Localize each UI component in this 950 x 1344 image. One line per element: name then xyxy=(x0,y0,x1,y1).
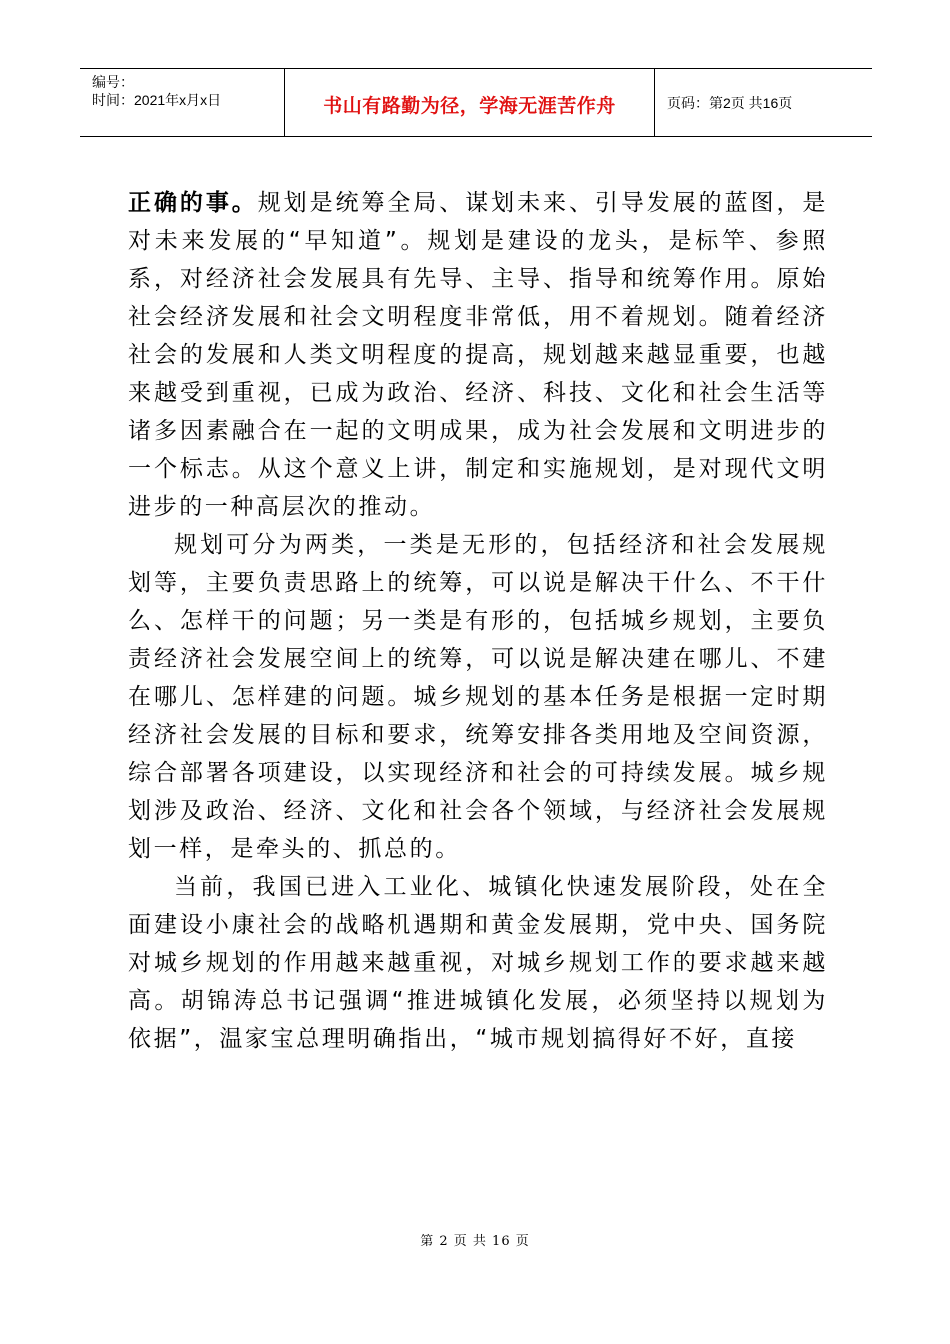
document-header xyxy=(80,68,872,137)
header-page-cell xyxy=(655,69,872,136)
paragraph-2: 规划可分为两类，一类是无形的，包括经济和社会发展规划等，主要负责思路上的统筹，可以说是解决干什么、不干什么、怎样干的问题；另一类是有形的，包括城乡规划，主要负责经济社会发展空间上的统筹，可以说是解决建在哪儿、不建在哪儿、怎样建的问题。城乡规划的基本任务是根据一定时期经济社会发展的目标和要求，统筹安排各类用地及空间资源，综合部署各项建设，以实现经济和社会的可持续发展。城乡规划涉及政治、经济、文化和社会各个领域，与经济社会发展规划一样，是牵头的、抓总的。 xyxy=(128,532,828,862)
paragraph-3: 当前，我国已进入工业化、城镇化快速发展阶段，处在全面建设小康社会的战略机遇期和黄金发展期，党中央、国务院对城乡规划的作用越来越重视，对城乡规划工作的要求越来越高。胡锦涛总书记强调“推进城镇化发展，必须坚持以规划为依据”，温家宝总理明确指出，“城市规划搞得好不好，直接 xyxy=(128,874,828,1052)
header-meta-cell xyxy=(80,69,285,136)
page-footer: 第 2 页 共 16 页 xyxy=(420,1234,530,1249)
paragraph-1-bold-lead: 正确的事。 xyxy=(128,190,258,216)
header-motto: 书山有路勤为径，学海无涯苦作舟 xyxy=(323,95,616,117)
paragraph-1 xyxy=(128,184,828,526)
header-page-number: 页码：第2页 共16页 xyxy=(667,94,793,111)
document-number-label: 编号： xyxy=(92,74,134,90)
document-time-label: 时间：2021年x月x日 xyxy=(92,92,222,108)
header-motto-cell xyxy=(285,69,655,136)
paragraph-1-text: 规划是统筹全局、谋划未来、引导发展的蓝图，是对未来发展的“早知道”。规划是建设的龙头，是标竿、参照系，对经济社会发展具有先导、主导、指导和统筹作用。原始社会经济发展和社会文明程度非常低，用不着规划。随着经济社会的发展和人类文明程度的提高，规划越来越显重要，也越来越受到重视，已成为政治、经济、科技、文化和社会生活等诸多因素融合在一起的文明成果，成为社会发展和文明进步的一个标志。从这个意义上讲，制定和实施规划，是对现代文明进步的一种高层次的推动。 xyxy=(128,190,829,520)
document-body xyxy=(128,184,828,1058)
